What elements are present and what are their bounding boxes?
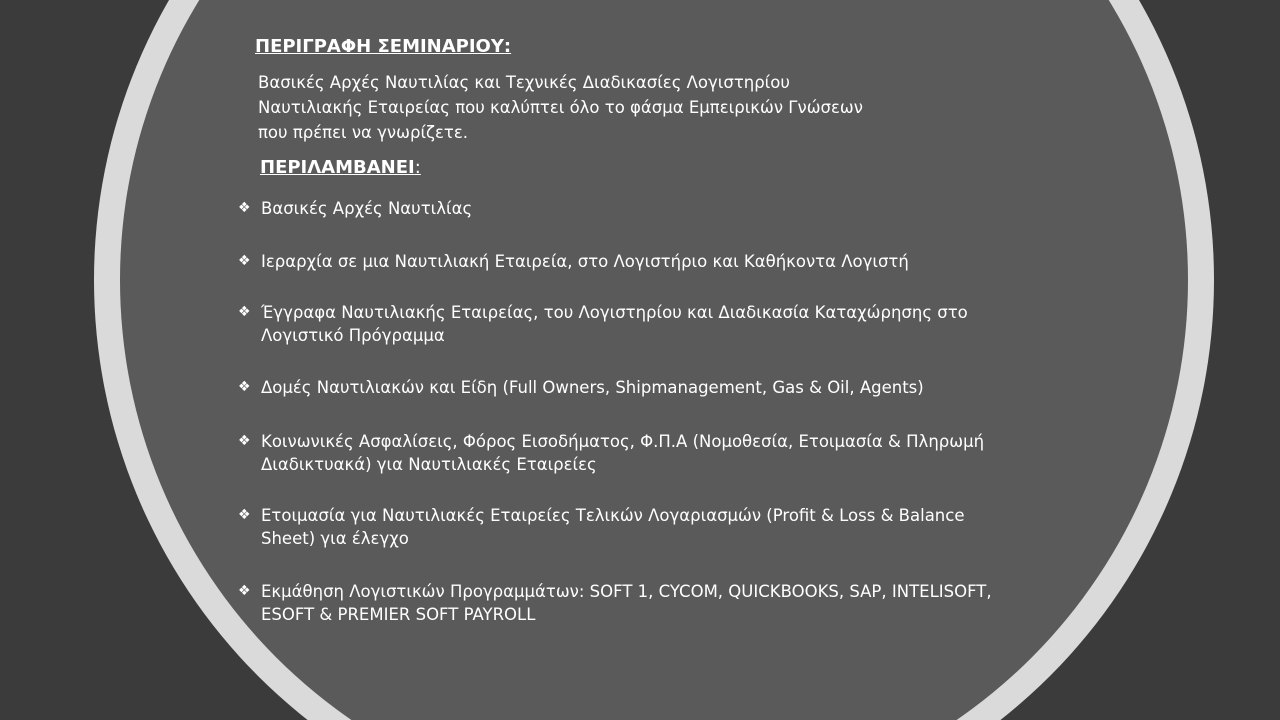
list-item xyxy=(238,430,984,476)
list-item xyxy=(238,250,909,273)
diamond-bullet-icon: ❖ xyxy=(238,253,251,269)
diamond-bullet-icon: ❖ xyxy=(238,583,251,599)
diamond-bullet-icon: ❖ xyxy=(238,507,251,523)
diamond-bullet-icon: ❖ xyxy=(238,379,251,395)
list-item-text: ESOFT & PREMIER SOFT PAYROLL xyxy=(261,605,536,624)
includes-heading: ΠΕΡΙΛΑΜΒΑΝΕΙ xyxy=(260,157,415,178)
list-item xyxy=(238,301,968,347)
list-item-text: Sheet) για έλεγχο xyxy=(261,529,409,548)
includes-colon: : xyxy=(414,157,421,178)
list-item xyxy=(238,376,924,399)
diamond-bullet-icon: ❖ xyxy=(238,304,251,320)
list-item xyxy=(238,580,992,626)
list-item xyxy=(238,197,472,220)
list-item-text: Δομές Ναυτιλιακών και Είδη (Full Owners, Shipmanagement, Gas & Oil, Agents) xyxy=(261,378,924,397)
list-item-text: Εκμάθηση Λογιστικών Προγραμμάτων: SOFT 1, CYCOM, QUICKBOOKS, SAP, INTELISOFT, xyxy=(261,582,992,601)
description-heading: ΠΕΡΙΓΡΑΦΗ ΣΕΜΙΝΑΡΙΟΥ: xyxy=(255,36,512,57)
list-item-text: Ιεραρχία σε μια Ναυτιλιακή Εταιρεία, στο Λογιστήριο και Καθήκοντα Λογιστή xyxy=(261,252,909,271)
description-line: που πρέπει να γνωρίζετε. xyxy=(258,123,469,142)
list-item-text: Λογιστικό Πρόγραμμα xyxy=(261,326,445,345)
diamond-bullet-icon: ❖ xyxy=(238,200,251,216)
list-item-text: Κοινωνικές Ασφαλίσεις, Φόρος Εισοδήματος, Φ.Π.Α (Νομοθεσία, Ετοιμασία & Πληρωμή xyxy=(261,432,985,451)
list-item-text: Διαδικτυακά) για Ναυτιλιακές Εταιρείες xyxy=(261,455,597,474)
description-text xyxy=(258,70,863,145)
list-item-text: Έγγραφα Ναυτιλιακής Εταιρείας, του Λογιστηρίου και Διαδικασία Καταχώρησης στο xyxy=(261,303,968,322)
list-item xyxy=(238,504,965,550)
list-item-text: Βασικές Αρχές Ναυτιλίας xyxy=(261,199,473,218)
includes-heading-wrap xyxy=(260,157,421,178)
description-line: Βασικές Αρχές Ναυτιλίας και Τεχνικές Διαδικασίες Λογιστηρίου xyxy=(258,73,790,92)
description-line: Ναυτιλιακής Εταιρείας που καλύπτει όλο το φάσμα Εμπειρικών Γνώσεων xyxy=(258,98,863,117)
diamond-bullet-icon: ❖ xyxy=(238,433,251,449)
list-item-text: Ετοιμασία για Ναυτιλιακές Εταιρείες Τελικών Λογαριασμών (Profit & Loss & Balance xyxy=(261,506,965,525)
